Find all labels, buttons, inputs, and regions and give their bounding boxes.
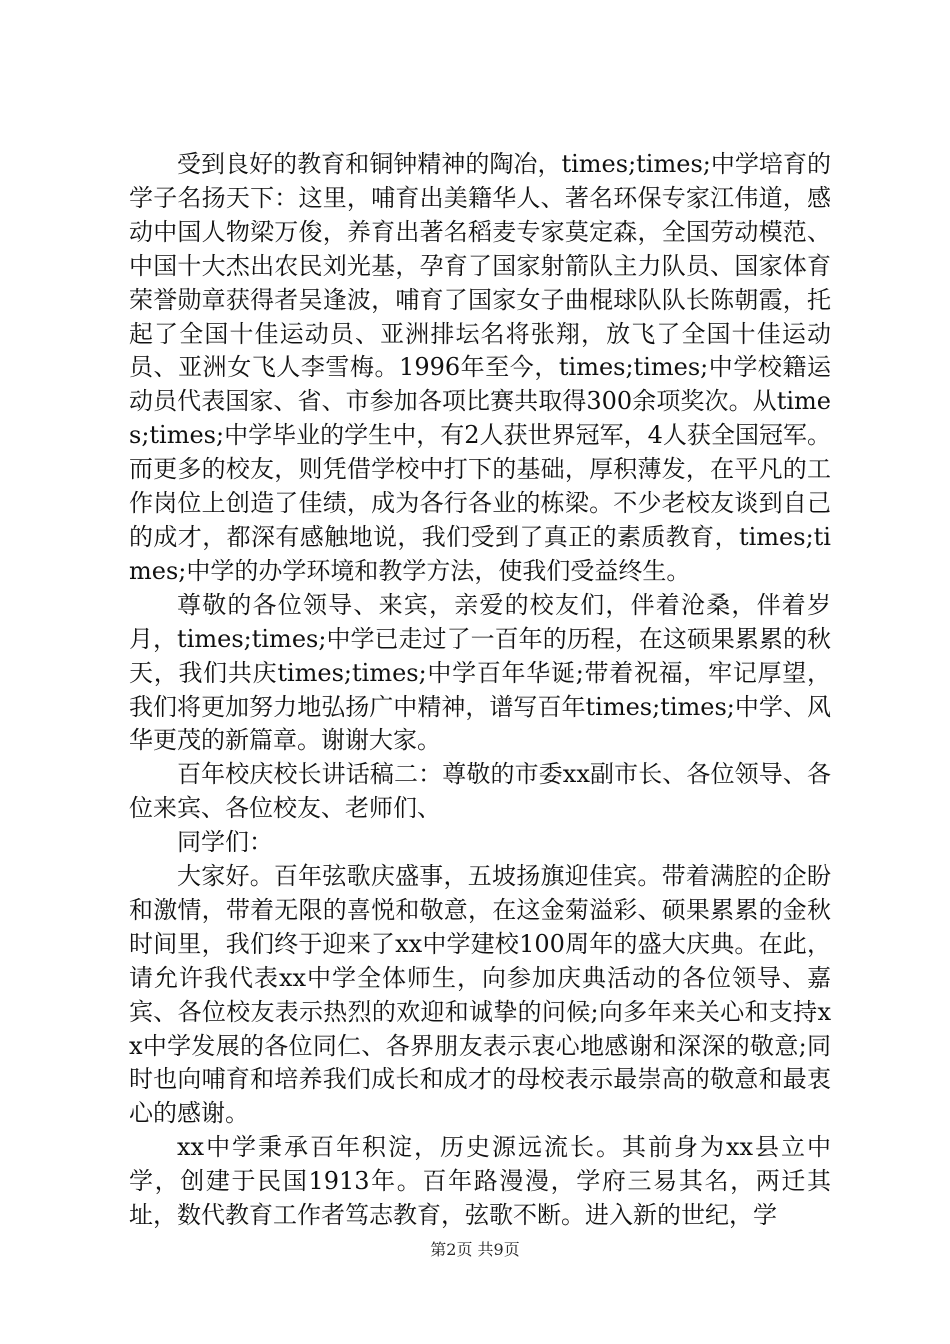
paragraph-speech-two-heading: 百年校庆校长讲话稿二：尊敬的市委xx副市长、各位领导、各位来宾、各位校友、老师们、 xyxy=(129,760,831,823)
body-text xyxy=(129,148,831,1233)
paragraph-closing-remarks: 尊敬的各位领导、来宾，亲爱的校友们，伴着沧桑，伴着岁月，times;times;中学已走过了一百年的历程，在这硕果累累的秋天，我们共庆times;times;中学百年华诞;带着祝福，牢记厚望，我们将更加努力地弘扬广中精神，谱写百年times;times;中学、风华更茂的新篇章。谢谢大家。 xyxy=(129,590,831,755)
paragraph-alumni-achievements: 受到良好的教育和铜钟精神的陶冶，times;times;中学培育的学子名扬天下：这里，哺育出美籍华人、著名环保专家江伟道，感动中国人物梁万俊，养育出著名稻麦专家莫定森，全国劳动模范、中国十大杰出农民刘光基，孕育了国家射箭队主力队员、国家体育荣誉勋章获得者吴逢波，哺育了国家女子曲棍球队队长陈朝霞，托起了全国十佳运动员、亚洲排坛名将张翔，放飞了全国十佳运动员、亚洲女飞人李雪梅。1996年至今，times;times;中学校籍运动员代表国家、省、市参加各项比赛共取得300余项奖次。从times;times;中学毕业的学生中，有2人获世界冠军，4人获全国冠军。而更多的校友，则凭借学校中打下的基础，厚积薄发，在平凡的工作岗位上创造了佳绩，成为各行各业的栋梁。不少老校友谈到自己的成才，都深有感触地说，我们受到了真正的素质教育，times;times;中学的办学环境和教学方法，使我们受益终生。 xyxy=(129,150,831,585)
paragraph-salutation: 同学们： xyxy=(177,828,273,857)
paragraph-school-history: xx中学秉承百年积淀，历史源远流长。其前身为xx县立中学，创建于民国1913年。百年路漫漫，学府三易其名，两迁其址，数代教育工作者笃志教育，弦歌不断。进入新的世纪，学 xyxy=(129,1133,831,1230)
paragraph-greeting: 大家好。百年弦歌庆盛事，五坡扬旗迎佳宾。带着满腔的企盼和激情，带着无限的喜悦和敬意，在这金菊溢彩、硕果累累的金秋时间里，我们终于迎来了xx中学建校100周年的盛大庆典。在此，请允许我代表xx中学全体师生，向参加庆典活动的各位领导、嘉宾、各位校友表示热烈的欢迎和诚挚的问候;向多年来关心和支持xx中学发展的各位同仁、各界朋友表示衷心地感谢和深深的敬意;同时也向哺育和培养我们成长和成才的母校表示最崇高的敬意和最衷心的感谢。 xyxy=(129,862,831,1128)
page-number-footer: 第2页 共9页 xyxy=(430,1240,520,1259)
